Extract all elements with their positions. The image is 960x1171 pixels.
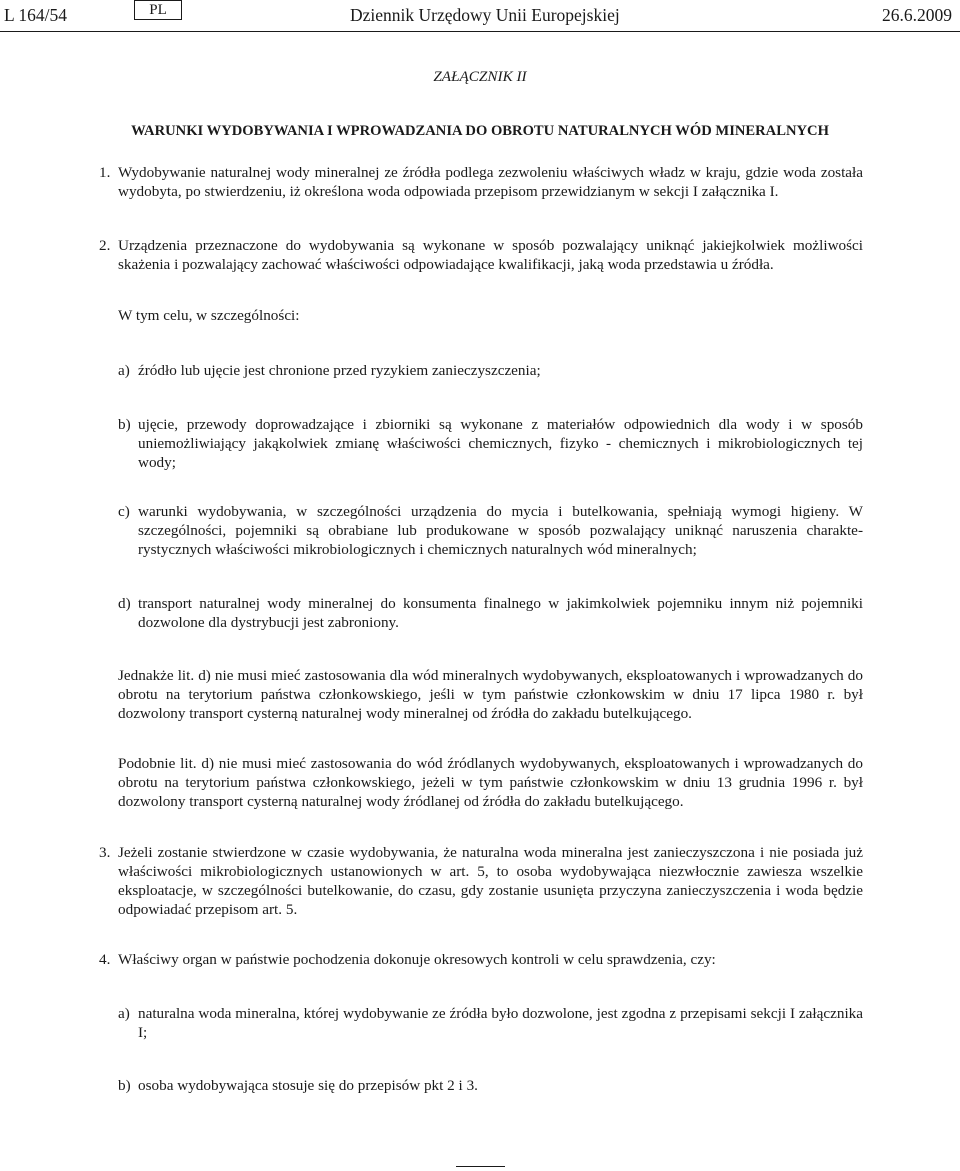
point-2-text: Urządzenia przeznaczone do wydobywania są wykonane w sposób pozwalający uniknąć jakiejkolwiek możliwości skażenia i pozwalający zachować właściwości odpowiadające kwalifikacji, jaką woda przedstawia u źródła. — [118, 237, 863, 273]
language-code-box: PL — [134, 0, 182, 20]
point-2a-label: a) — [118, 362, 130, 379]
point-2d-text: transport naturalnej wody mineralnej do konsumenta finalnego w jakimkolwiek pojemniku innym niż pojemniki dozwolone dla dystrybucji jest zabroniony. — [138, 595, 863, 631]
point-4a-text: naturalna woda mineralna, której wydobywanie ze źródła było dozwolone, jest zgodna z przepisami sekcji I załącznika I; — [138, 1005, 863, 1041]
point-4b-label: b) — [118, 1077, 131, 1094]
point-4-text: Właściwy organ w państwie pochodzenia dokonuje okresowych kontroli w celu sprawdzenia, czy: — [118, 951, 716, 968]
journal-title: Dziennik Urzędowy Unii Europejskiej — [350, 5, 620, 25]
point-3-text: Jeżeli zostanie stwierdzone w czasie wydobywania, że naturalna woda mineralna jest zanieczyszczona i nie posiada już właściwości mikrobiologicznych ustanowionych w art. 5, to osoba wydobywająca niezwłocznie zawiesza wszelkie eksploatacje, w szczególności butelkowanie, do czasu, gdy zostanie usunięta przyczyna zanieczyszczenia i woda będzie odpowiadać przepisom art. 5. — [118, 844, 863, 918]
header-rule — [0, 31, 960, 32]
point-4-number: 4. — [99, 951, 111, 968]
point-2c-label: c) — [118, 503, 130, 520]
point-1-text — [118, 163, 863, 201]
point-1-body: Wydobywanie naturalnej wody mineralnej ze źródła podlega zezwoleniu właściwych władz w kraju, gdzie woda została wydobyta, po stwierdzeniu, iż określona woda odpowiada przepisom przewidzianym w sekcji I załącznika I. — [118, 164, 863, 200]
point-4b-text: osoba wydobywająca stosuje się do przepisów pkt 2 i 3. — [138, 1077, 478, 1094]
annex-title: ZAŁĄCZNIK II — [433, 68, 527, 85]
page-header — [0, 0, 960, 34]
point-2-similarly: Podobnie lit. d) nie musi mieć zastosowania do wód źródlanych wydobywanych, eksploatowanych i wprowadzanych do obrotu na terytorium państwa członkowskiego, jeżeli w tym państwie członkowskim w dniu 13 grudnia 1996 r. był dozwolony transport cysterną naturalnej wody źródlanej od źródła do zakładu butelkującego. — [118, 755, 863, 810]
point-2-number: 2. — [99, 237, 111, 254]
point-3-number: 3. — [99, 844, 111, 861]
point-1-number: 1. — [99, 164, 111, 181]
point-2a-text: źródło lub ujęcie jest chronione przed ryzykiem zanieczyszczenia; — [138, 362, 541, 379]
point-2-intro: W tym celu, w szczególności: — [118, 307, 300, 324]
publication-date: 26.6.2009 — [882, 5, 952, 25]
point-2b-label: b) — [118, 416, 131, 433]
point-2-however: Jednakże lit. d) nie musi mieć zastosowania dla wód mineralnych wydobywanych, eksploatowanych i wprowadzanych do obrotu na terytorium państwa członkowskiego, jeśli w tym państwie członkowskim w dniu 17 lipca 1980 r. był dozwolony transport cysterną naturalnej wody mineralnej od źródła do zakładu butelkującego. — [118, 667, 863, 722]
point-2b-text: ujęcie, przewody doprowadzające i zbiorniki są wykonane z materiałów odpowiednich dla wody i w sposób uniemożliwiający jakąkolwiek zmianę właściwości chemicznych, fizyko - chemicznych i mikrobiologicznych tej wody; — [138, 416, 863, 471]
page-number: L 164/54 — [4, 5, 68, 25]
footer-rule — [456, 1166, 505, 1167]
point-2d-label: d) — [118, 595, 131, 612]
point-4a-label: a) — [118, 1005, 130, 1022]
point-2c-text: warunki wydobywania, w szczególności urządzenia do mycia i butelkowania, spełniają wymogi higieny. W szczególności, pojemniki są obrabiane lub produkowane w sposób pozwalający uniknąć naruszenia charakterystycznych właściwości mikrobiologicznych i chemicznych naturalnych wód mineralnych; — [138, 503, 863, 558]
annex-heading: WARUNKI WYDOBYWANIA I WPROWADZANIA DO OBROTU NATURALNYCH WÓD MINERALNYCH — [131, 123, 829, 139]
